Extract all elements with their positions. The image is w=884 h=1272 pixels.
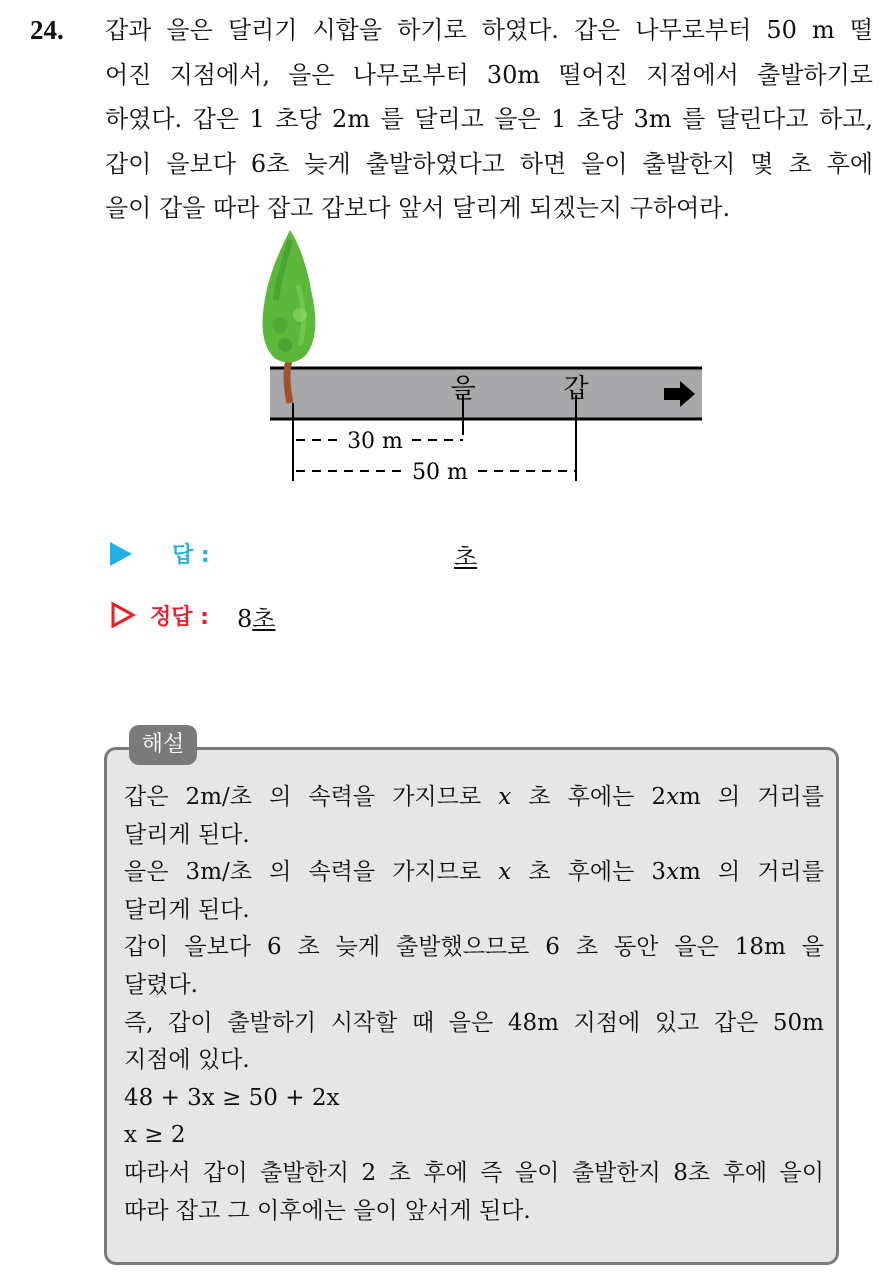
label-eul: 을 xyxy=(450,374,476,404)
explanation-line-5: 갑이 을보다 6 초 늦게 출발했으므로 6 초 동안 을은 18m 을 xyxy=(124,934,824,961)
question-line-1: 갑과 을은 달리기 시합을 하기로 하였다. 갑은 나무로부터 50 m 떨 xyxy=(105,16,873,44)
correct-number: 8 xyxy=(237,605,253,633)
explanation-line-6: 달렸다. xyxy=(124,971,198,998)
explanation-line-11: 따라서 갑이 출발한지 2 초 후에 즉 을이 출발한지 8초 후에 을이 xyxy=(124,1159,824,1186)
label-50m: 50 m xyxy=(412,460,468,485)
explanation-line-3: 을은 3m/초 의 속력을 가지므로 x 초 후에는 3xm 의 거리를 xyxy=(124,859,824,886)
answer-row xyxy=(110,535,610,575)
correct-marker-icon xyxy=(110,601,136,629)
explanation-tab: 해설 xyxy=(129,725,197,765)
explanation-line-4: 달리게 된다. xyxy=(124,896,250,923)
answer-unit: 초 xyxy=(454,543,478,571)
correct-unit: 초 xyxy=(252,605,276,633)
question-line-5: 을이 갑을 따라 잡고 갑보다 앞서 달리게 되겠는지 구하여라. xyxy=(105,194,731,222)
race-diagram xyxy=(240,225,720,495)
explanation-line-7: 즉, 갑이 출발하기 시작할 때 을은 48m 지점에 있고 갑은 50m xyxy=(124,1009,824,1036)
question-text xyxy=(105,8,873,231)
answer-marker-icon xyxy=(110,542,132,566)
question-line-3: 하였다. 갑은 1 초당 2m 를 달리고 을은 1 초당 3m 를 달린다고 하고, xyxy=(105,105,873,133)
question-line-4: 갑이 을보다 6초 늦게 출발하였다고 하면 을이 출발한지 몇 초 후에 xyxy=(105,149,873,178)
explanation-text xyxy=(124,779,824,1230)
correct-label: 정답 : xyxy=(150,605,209,630)
label-gap: 갑 xyxy=(563,374,589,404)
question-line-2: 어진 지점에서, 을은 나무로부터 30m 떨어진 지점에서 출발하기로 xyxy=(105,60,873,89)
label-30m: 30 m xyxy=(347,429,403,454)
explanation-line-1: 갑은 2m/초 의 속력을 가지므로 x 초 후에는 2xm 의 거리를 xyxy=(124,784,824,810)
question-number: 24. xyxy=(30,15,64,45)
explanation-line-8: 지점에 있다. xyxy=(124,1047,250,1074)
answer-label: 답 : xyxy=(172,543,210,568)
explanation-line-2: 달리게 된다. xyxy=(124,821,250,848)
correct-answer-row xyxy=(110,597,610,637)
road xyxy=(270,368,702,419)
race-figure xyxy=(240,225,720,495)
explanation-line-12: 따라 잡고 그 이후에는 을이 앞서게 된다. xyxy=(124,1197,531,1224)
equation-2: x ≥ 2 xyxy=(124,1122,186,1149)
correct-value xyxy=(237,599,275,634)
equation-1: 48 + 3x ≥ 50 + 2x xyxy=(124,1084,340,1111)
